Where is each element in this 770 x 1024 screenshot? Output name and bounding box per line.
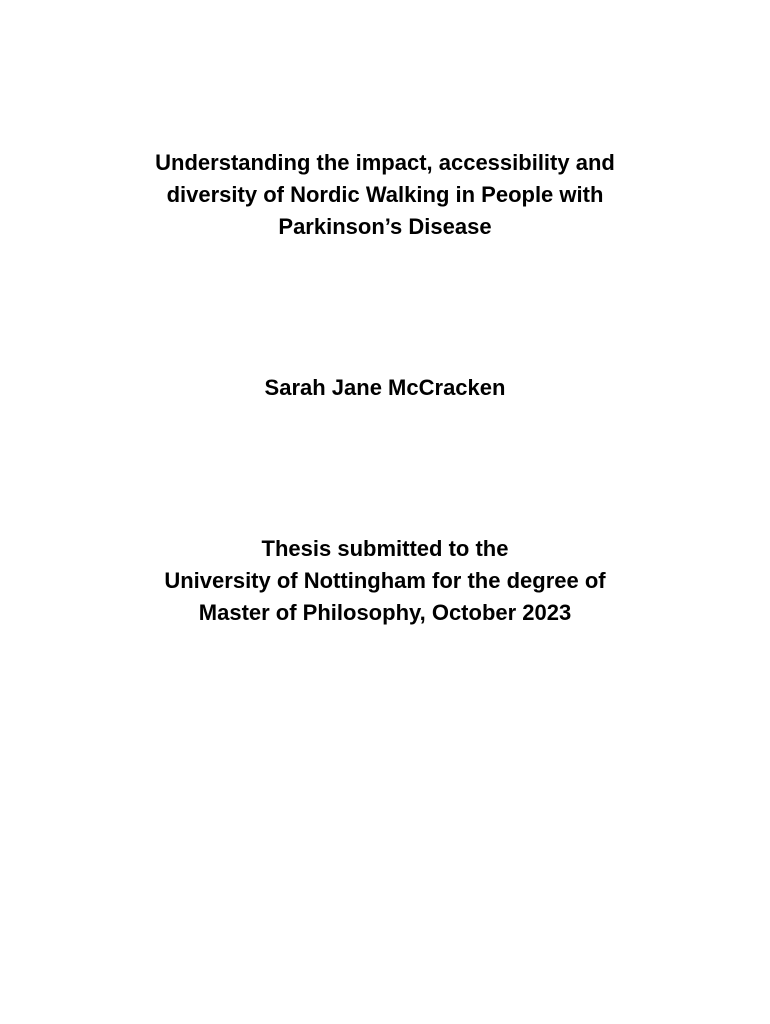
thesis-title: [0, 147, 770, 243]
author-name-block: [0, 372, 770, 404]
submission-statement: [0, 533, 770, 629]
thesis-title-line: diversity of Nordic Walking in People with: [166, 182, 604, 207]
submission-line: Master of Philosophy, October 2023: [198, 600, 572, 625]
author-name: Sarah Jane McCracken: [264, 375, 506, 400]
thesis-title-line: Parkinson’s Disease: [278, 214, 492, 239]
submission-line: Thesis submitted to the: [261, 536, 509, 561]
thesis-title-line: Understanding the impact, accessibility and: [155, 150, 615, 175]
submission-line: University of Nottingham for the degree of: [164, 568, 606, 593]
